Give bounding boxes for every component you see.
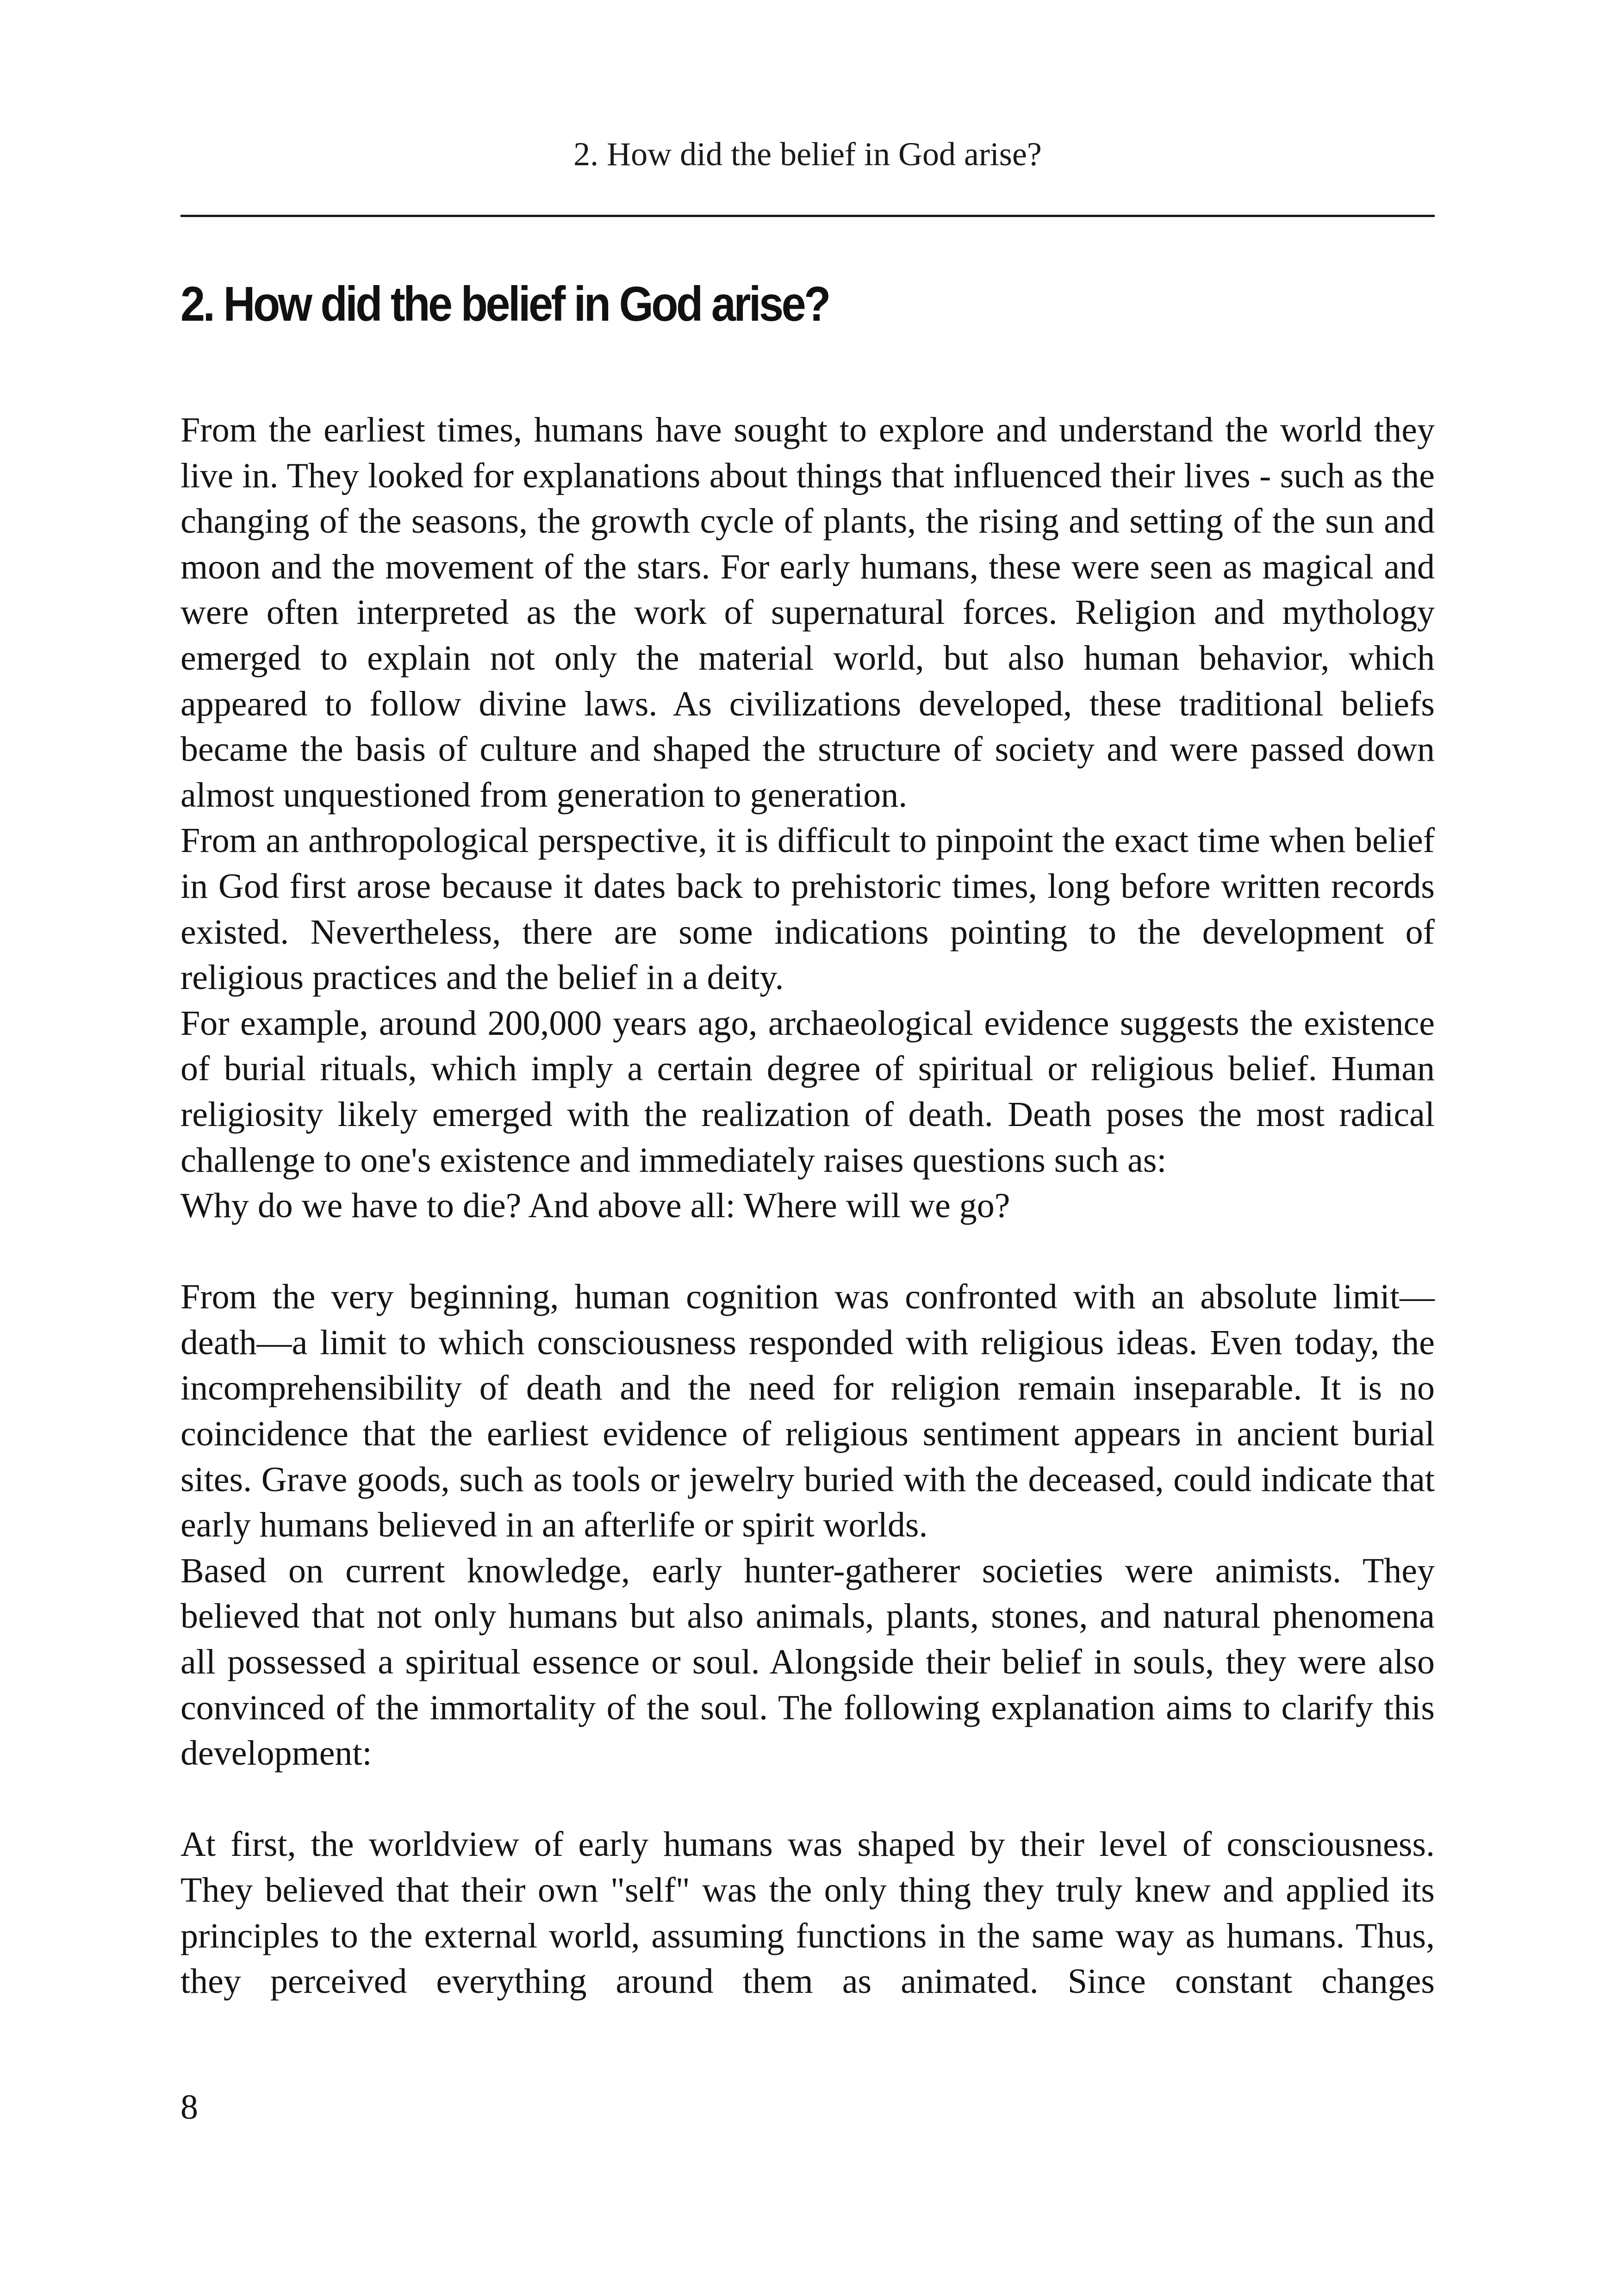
paragraph-spacer <box>180 1229 1435 1275</box>
page-title: 2. How did the belief in God arise? <box>180 277 829 331</box>
paragraph-earliest-times: From the earliest times, humans have sought to explore and understand the world they live in. They looked for explanations about things that influenced their lives - such as the changing of the seasons, the growth cycle of plants, the rising and setting of the sun and moon and the movement of the stars. For early humans, these were seen as magical and were often interpreted as the work of supernatural forces. Religion and mythology emerged to explain not only the material world, but also human behavior, which appeared to follow divine laws. As civilizations developed, these traditional beliefs became the basis of culture and shaped the structure of society and were passed down almost unquestioned from generation to generation. <box>180 411 1435 815</box>
paragraph-burial-rituals: For example, around 200,000 years ago, archaeological evidence suggests the existence of burial rituals, which imply a certain degree of spiritual or religious belief. Human religiosity likely emerged with the realization of death. Death poses the most radical challenge to one's existence and immediately raises questions such as: <box>180 1003 1435 1180</box>
paragraph-spacer <box>180 1776 1435 1822</box>
page-number: 8 <box>180 2088 198 2127</box>
paragraph-absolute-limit: From the very beginning, human cognition was confronted with an absolute limit—death—a limit to which consciousness responded with religious ideas. Even today, the incomprehensibility of death and the need for religion remain inseparable. It is no coincidence that the earliest evidence of religious sentiment appears in ancient burial sites. Grave goods, such as tools or jewelry buried with the deceased, could indicate that early humans believed in an afterlife or spirit worlds. <box>180 1277 1435 1545</box>
paragraph-worldview: At first, the worldview of early humans was shaped by their level of consciousness. They believed that their own "self" was the only thing they truly knew and applied its principles to the external world, assuming functions in the same way as humans. Thus, they perceived everything around them as animated. Since constant changes <box>180 1825 1435 2001</box>
paragraph-questions: Why do we have to die? And above all: Where will we go? <box>180 1186 1010 1226</box>
paragraph-anthropological-perspective: From an anthropological perspective, it is difficult to pinpoint the exact time when belief in God first arose because it dates back to prehistoric times, long before written records existed. Nevertheless, there are some indications pointing to the development of religious practices and the belief in a deity. <box>180 821 1435 997</box>
paragraph-animists: Based on current knowledge, early hunter-gatherer societies were animists. They believed that not only humans but also animals, plants, stones, and natural phenomena all possessed a spiritual essence or soul. Alongside their belief in souls, they were also convinced of the immortality of the soul. The following explanation aims to clarify this development: <box>180 1551 1435 1773</box>
running-header: 2. How did the belief in God arise? <box>573 136 1042 173</box>
header-rule <box>180 215 1435 217</box>
body-text <box>180 407 1435 2004</box>
